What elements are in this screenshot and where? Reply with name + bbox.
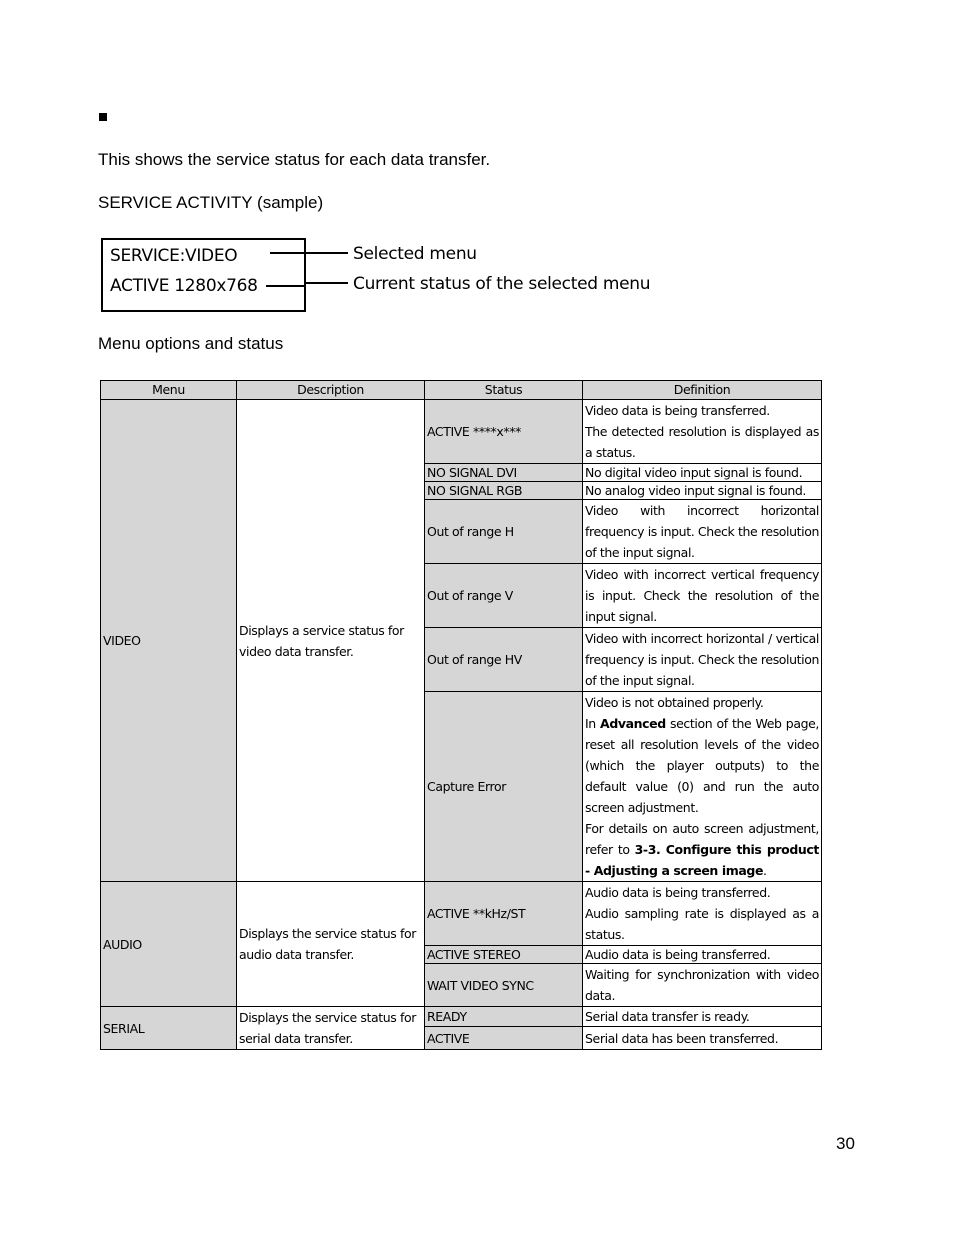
definition-cell: Audio data is being transferred. Audio sampling rate is displayed as a status.: [583, 882, 822, 946]
header-definition: Definition: [583, 381, 822, 400]
description-cell-audio: Displays the service status for audio data transfer.: [237, 882, 425, 1007]
table-row: [101, 1007, 822, 1027]
leader-line-1: [270, 252, 348, 254]
page-number: 30: [836, 1134, 855, 1153]
capture-instructions: section of the Web page, reset all resolution levels of the video (which the player outputs) to the default value (0) and run the auto screen adjustment.: [585, 716, 819, 815]
definition-cell: Serial data transfer is ready.: [583, 1007, 822, 1027]
header-description: Description: [237, 381, 425, 400]
leader-line-2a: [266, 285, 306, 287]
definition-cell: Video data is being transferred. The detected resolution is displayed as a status.: [583, 400, 822, 464]
status-cell: Out of range V: [425, 564, 583, 628]
leader-line-2b: [304, 282, 348, 284]
table-row: [101, 400, 822, 464]
status-cell: WAIT VIDEO SYNC: [425, 964, 583, 1007]
advanced-section-ref: Advanced: [600, 716, 666, 731]
definition-cell: Video with incorrect vertical frequency is input. Check the resolution of the input signal.: [583, 564, 822, 628]
current-status-label: Current status of the selected menu: [353, 274, 651, 294]
intro-text: This shows the service status for each data transfer.: [98, 150, 491, 169]
sample-line-2: ACTIVE 1280x768: [110, 276, 258, 296]
menu-cell-audio: AUDIO: [101, 882, 237, 1007]
definition-cell: Serial data has been transferred.: [583, 1027, 822, 1050]
capture-in-word: In: [585, 716, 596, 731]
status-cell: ACTIVE: [425, 1027, 583, 1050]
table-heading: Menu options and status: [98, 334, 284, 353]
table-row: [101, 882, 822, 946]
status-cell: Out of range HV: [425, 628, 583, 692]
capture-details: For details on auto screen adjustment, refer to: [585, 821, 819, 857]
definition-cell: Video with incorrect horizontal / vertical frequency is input. Check the resolution of the input signal.: [583, 628, 822, 692]
table-header-row: [101, 381, 822, 400]
status-cell: NO SIGNAL DVI: [425, 464, 583, 482]
definition-cell: No analog video input signal is found.: [583, 482, 822, 500]
description-cell-video: Displays a service status for video data transfer.: [237, 400, 425, 882]
definition-cell: No digital video input signal is found.: [583, 464, 822, 482]
definition-cell-capture-error: [583, 692, 822, 882]
definition-cell: Waiting for synchronization with video data.: [583, 964, 822, 1007]
sample-heading: SERVICE ACTIVITY (sample): [98, 193, 324, 212]
status-cell: ACTIVE **kHz/ST: [425, 882, 583, 946]
header-menu: Menu: [101, 381, 237, 400]
section-ref-link: 3-3. Configure this product - Adjusting a screen image: [585, 842, 820, 878]
status-cell: READY: [425, 1007, 583, 1027]
section-bullet: [99, 113, 107, 121]
capture-period: .: [763, 863, 767, 878]
status-cell: ACTIVE STEREO: [425, 946, 583, 964]
description-cell-serial: Displays the service status for serial data transfer.: [237, 1007, 425, 1050]
sample-line-1: SERVICE:VIDEO: [110, 246, 238, 266]
header-status: Status: [425, 381, 583, 400]
menu-cell-video: VIDEO: [101, 400, 237, 882]
definition-cell: Audio data is being transferred.: [583, 946, 822, 964]
status-cell: Out of range H: [425, 500, 583, 564]
status-cell: Capture Error: [425, 692, 583, 882]
menu-cell-serial: SERIAL: [101, 1007, 237, 1050]
selected-menu-label: Selected menu: [353, 244, 477, 264]
status-cell: ACTIVE ****x***: [425, 400, 583, 464]
status-cell: NO SIGNAL RGB: [425, 482, 583, 500]
capture-line-1: Video is not obtained properly.: [585, 695, 764, 710]
definition-cell: Video with incorrect horizontal frequency is input. Check the resolution of the input signal.: [583, 500, 822, 564]
menu-options-table: [100, 380, 822, 1050]
